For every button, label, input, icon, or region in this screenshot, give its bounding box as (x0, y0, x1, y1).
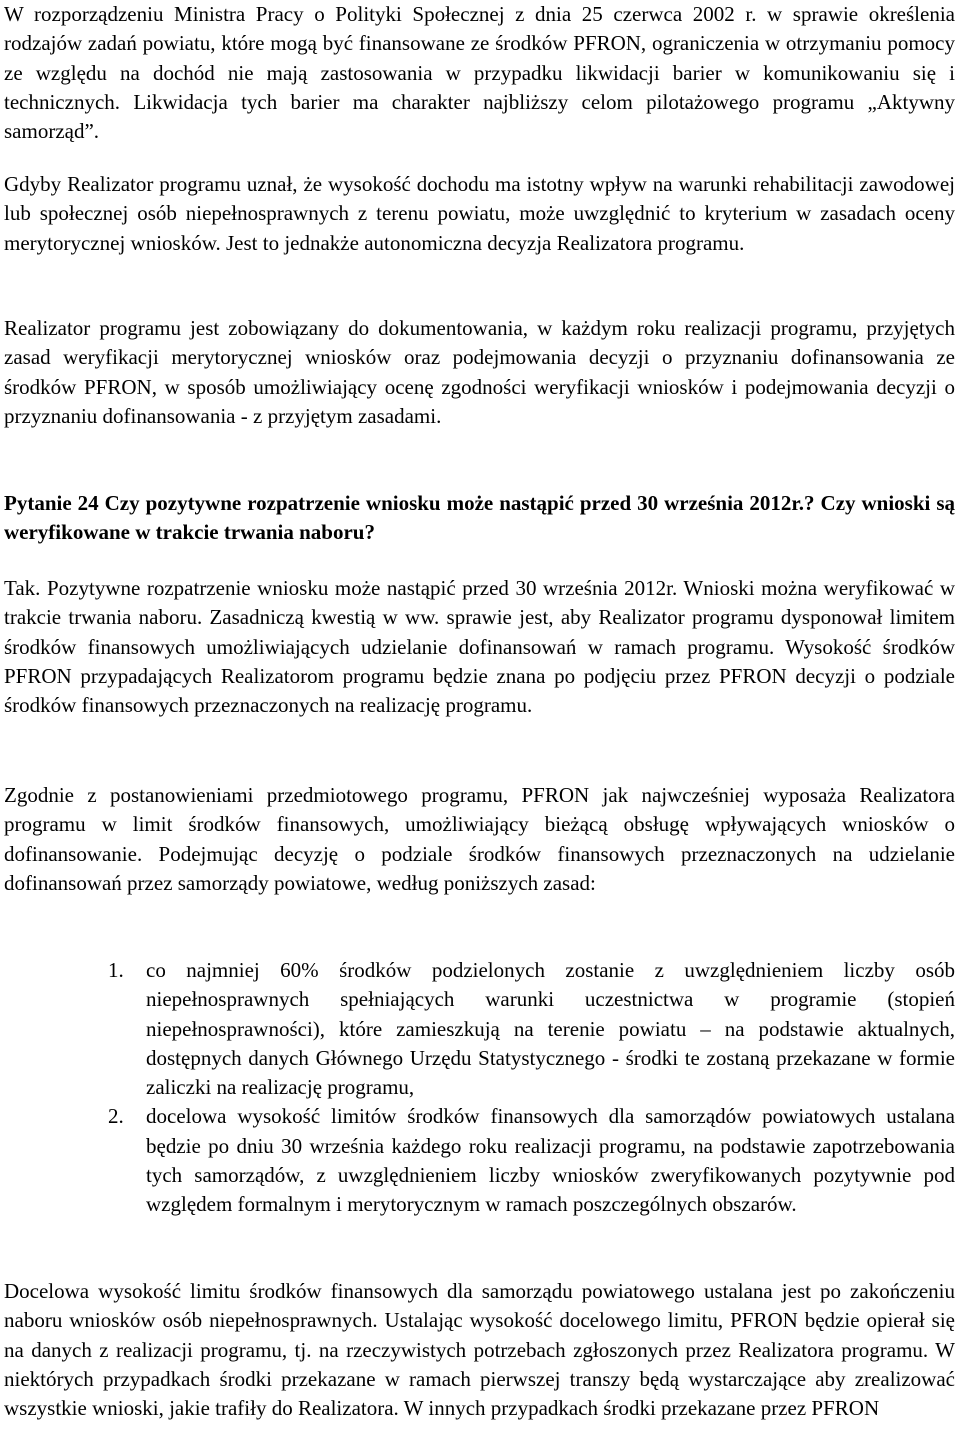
list-item-text: docelowa wysokość limitów środków finansowych dla samorządów powiatowych ustalana będzie po dniu 30 września każdego roku realizacji programu, na podstawie zapotrzebowania tych samorządów, z uwzględnieniem liczby wniosków zweryfikowanych pozytywnie pod względem formalnym i merytorycznym w ramach poszczególnych obszarów. (146, 1104, 955, 1217)
list-item (4, 1102, 955, 1219)
list-item-number: 2. (108, 1104, 124, 1129)
list-item-text: co najmniej 60% środków podzielonych zostanie z uwzględnieniem liczby osób niepełnosprawnych spełniających warunki uczestnictwa w programie (stopień niepełnosprawności), które zamieszkują na terenie powiatu – na podstawie aktualnych, dostępnych danych Głównego Urzędu Statystycznego - środki te zostaną przekazane w formie zaliczki na realizację programu, (146, 958, 955, 1100)
paragraph-income-criterion: Gdyby Realizator programu uznał, że wysokość dochodu ma istotny wpływ na warunki rehabilitacji zawodowej lub społecznej osób niepełnosprawnych z terenu powiatu, może uwzględnić to kryterium w zasadach oceny merytorycznej wniosków. Jest to jednakże autonomiczna decyzja Realizatora programu. (4, 172, 955, 255)
list-item-number: 1. (108, 958, 124, 982)
principles-list (4, 956, 955, 1220)
paragraph-regulation: W rozporządzeniu Ministra Pracy o Polityki Społecznej z dnia 25 czerwca 2002 r. w sprawie określenia rodzajów zadań powiatu, które mogą być finansowane ze środków PFRON, ograniczenia w otrzymaniu pomocy ze względu na dochód nie mają zastosowania w przypadku likwidacji barier w komunikowaniu się i technicznych. Likwidacja tych barier ma charakter najbliższy celom pilotażowego programu „Aktywny samorząd”. (4, 2, 955, 144)
paragraph-principles: Zgodnie z postanowieniami przedmiotowego programu, PFRON jak najwcześniej wyposaża Realizatora programu w limit środków finansowych, umożliwiający bieżącą obsługę wpływających wniosków o dofinansowanie. Podejmując decyzję o podziale środków finansowych przeznaczonych na udzielanie dofinansowań przez samorządy powiatowe, według poniższych zasad: (4, 783, 955, 895)
paragraph-final-limit: Docelowa wysokość limitu środków finansowych dla samorządu powiatowego ustalana jest po zakończeniu naboru wniosków osób niepełnosprawnych. Ustalając wysokość docelowego limitu, PFRON będzie opierał się na danych z realizacji programu, tj. na rzeczywistych potrzebach zgłoszonych przez Realizatora programu. W niektórych przypadkach środki przekazane w ramach pierwszej transzy będą wystarczające aby zrealizować wszystkie wnioski, jakie trafiły do Realizatora. W innych przypadkach środki przekazane przez PFRON (4, 1279, 955, 1421)
paragraph-documentation: Realizator programu jest zobowiązany do dokumentowania, w każdym roku realizacji programu, przyjętych zasad weryfikacji merytorycznej wniosków oraz podejmowania decyzji o przyznaniu dofinansowania ze środków PFRON, w sposób umożliwiający ocenę zgodności weryfikacji wniosków i podejmowania decyzji o przyznaniu dofinansowania - z przyjętym zasadami. (4, 316, 955, 428)
paragraph-answer: Tak. Pozytywne rozpatrzenie wniosku może nastąpić przed 30 września 2012r. Wnioski można weryfikować w trakcie trwania naboru. Zasadniczą kwestią w ww. sprawie jest, aby Realizator programu dysponował limitem środków finansowych umożliwiających udzielanie dofinansowań w ramach programu. Wysokość środków PFRON przypadających Realizatorom programu będzie znana po podjęciu przez PFRON decyzji o podziale środków finansowych przeznaczonych na realizację programu. (4, 576, 955, 718)
question-heading: Pytanie 24 Czy pozytywne rozpatrzenie wniosku może nastąpić przed 30 września 2012r.? Czy wnioski są weryfikowane w trakcie trwania naboru? (4, 491, 955, 545)
list-item (4, 956, 955, 1102)
